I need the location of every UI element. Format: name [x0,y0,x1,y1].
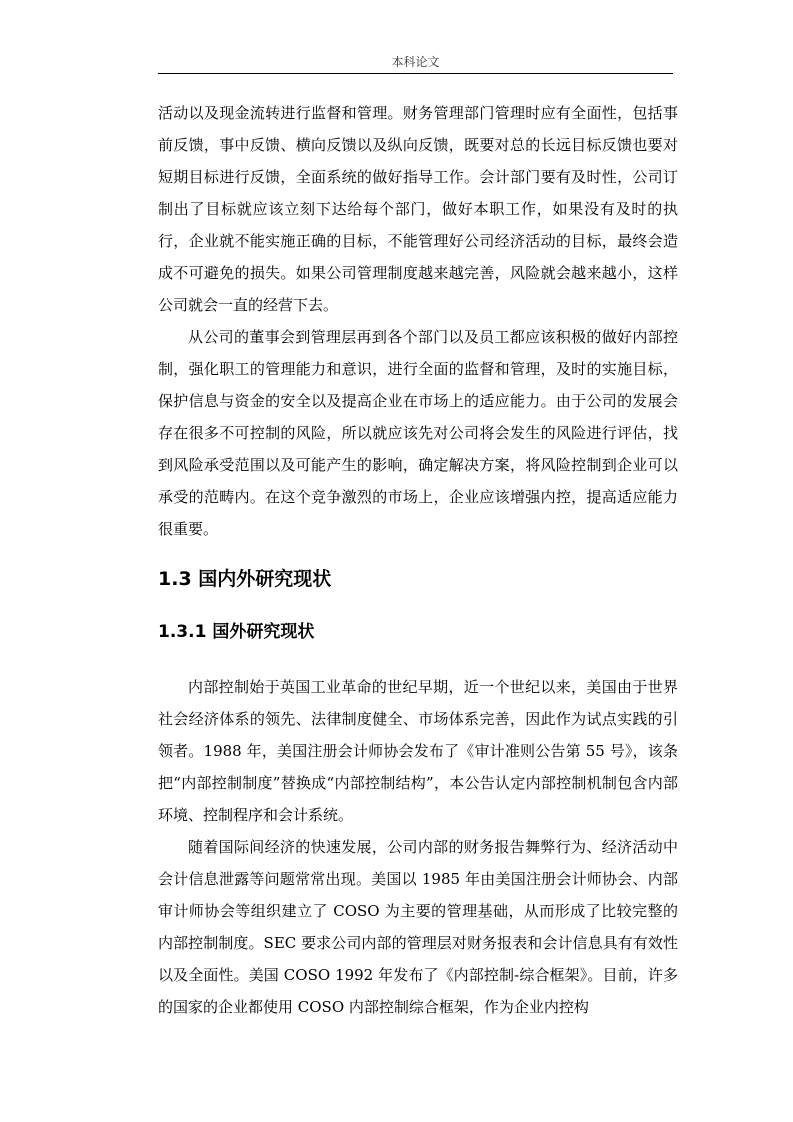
paragraph: 从公司的董事会到管理层再到各个部门以及员工都应该积极的做好内部控制，强化职工的管理能力和意识，进行全面的监督和管理，及时的实施目标，保护信息与资金的安全以及提高企业在市场上的适应能力。由于公司的发展会存在很多不可控制的风险，所以就应该先对公司将会发生的风险进行评估，找到风险承受范围以及可能产生的影响，确定解决方案，将风险控制到企业可以承受的范畴内。在这个竞争激烈的市场上，企业应该增强内控，提高适应能力很重要。 [158,328,678,538]
header-divider [158,73,673,74]
paragraph: 随着国际间经济的快速发展，公司内部的财务报告舞弊行为、经济活动中会计信息泄露等问题常常出现。美国以 1985 年由美国注册会计师协会、内部审计师协会等组织建立了 COSO 为主要的管理基础，从而形成了比较完整的内部控制制度。SEC 要求公司内部的管理层对财务报表和会计信息具有有效性以及全面性。美国 COSO 1992 年发布了《内部控制-综合框架》。目前，许多的国家的企业都使用 COSO 内部控制综合框架，作为企业内控构 [158,838,678,1016]
page-header-title: 本科论文 [391,55,440,69]
subsection-heading: 1.3.1 国外研究现状 [158,622,315,642]
paragraph: 内部控制始于英国工业革命的世纪早期，近一个世纪以来，美国由于世界社会经济体系的领先、法律制度健全、市场体系完善，因此作为试点实践的引领者。1988 年，美国注册会计师协会发布了《审计准则公告第 55 号》，该条把“内部控制制度”替换成“内部控制结构”，本公告认定内部控制机制包含内部环境、控制程序和会计系统。 [158,678,678,824]
document-body [158,97,678,1023]
paragraph-continuation: 活动以及现金流转进行监督和管理。财务管理部门管理时应有全面性，包括事前反馈，事中反馈、横向反馈以及纵向反馈，既要对总的长远目标反馈也要对短期目标进行反馈，全面系统的做好指导工作。会计部门要有及时性，公司订制出了目标就应该立刻下达给每个部门，做好本职工作，如果没有及时的执行，企业就不能实施正确的目标，不能管理好公司经济活动的目标，最终会造成不可避免的损失。如果公司管理制度越来越完善，风险就会越来越小，这样公司就会一直的经营下去。 [158,104,678,314]
section-heading: 1.3 国内外研究现状 [158,568,332,590]
